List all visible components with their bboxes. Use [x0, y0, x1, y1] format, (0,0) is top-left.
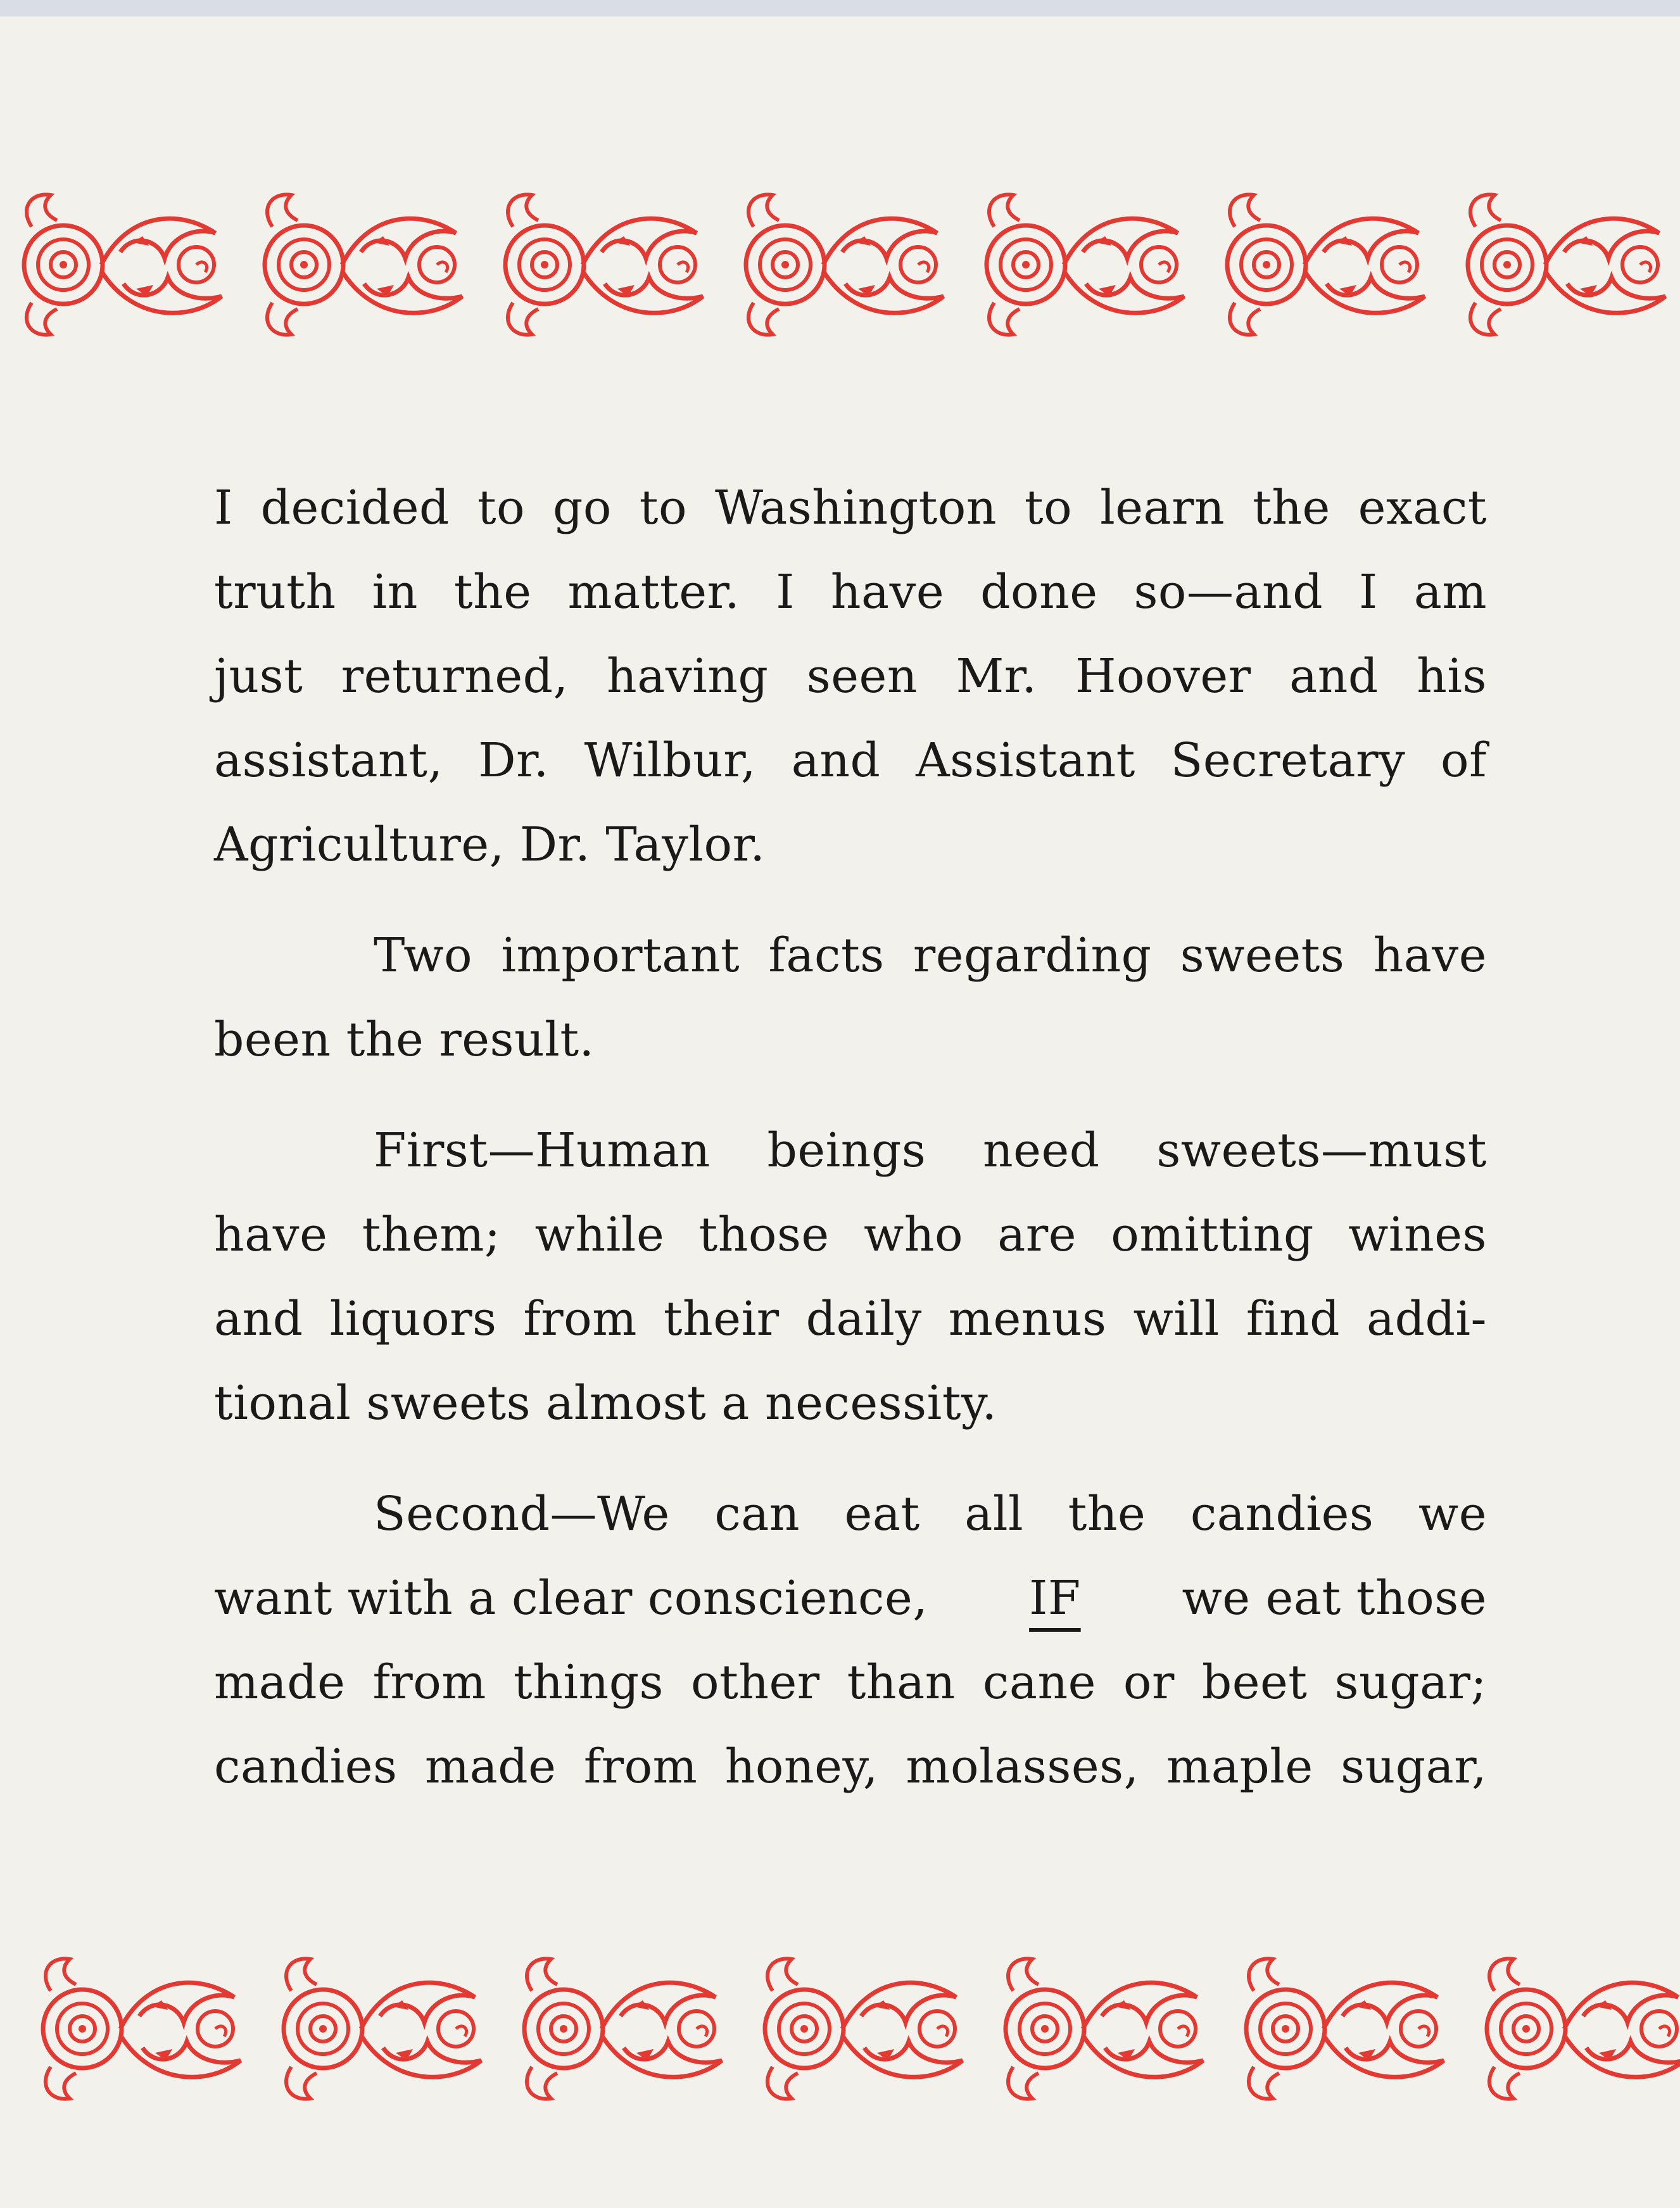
text-line: made from things other than cane or beet sugar; [214, 1655, 1487, 1710]
text-line: Second—We can eat all the candies we [374, 1487, 1487, 1541]
text-line: assistant, Dr. Wilbur, and Assistant Secretary of [214, 733, 1487, 788]
text-line: Agriculture, Dr. Taylor. [214, 817, 766, 872]
text-segment: want with a clear conscience, [214, 1571, 928, 1625]
text-line [214, 1556, 1487, 1641]
text-line: Two important facts regarding sweets have [374, 928, 1487, 983]
page-top-edge [0, 0, 1680, 16]
text-line: candies made from honey, molasses, maple sugar, [214, 1739, 1487, 1794]
text-line: First—Human beings need sweets—must [374, 1123, 1487, 1178]
scroll-ornament-icon [0, 176, 1680, 353]
paragraph-2 [214, 914, 1487, 1082]
text-line: truth in the matter. I have done so—and I am [214, 565, 1487, 619]
text-line: have them; while those who are omitting wines [214, 1208, 1487, 1262]
emphasis-if: IF [1029, 1571, 1081, 1625]
paragraph-4 [214, 1472, 1487, 1809]
text-line: been the result. [214, 1013, 595, 1067]
text-segment: we eat those [1182, 1571, 1487, 1625]
text-line: just returned, having seen Mr. Hoover and his [214, 649, 1487, 703]
ornamental-border-bottom [0, 1940, 1680, 2117]
text-line: tional sweets almost a necessity. [214, 1376, 997, 1430]
scroll-ornament-icon [0, 1940, 1680, 2117]
letter-body [214, 466, 1487, 1836]
text-line: I decided to go to Washington to learn the exact [214, 481, 1487, 535]
document-page [0, 16, 1680, 2208]
ornamental-border-top [0, 176, 1680, 353]
text-line: and liquors from their daily menus will find addi- [214, 1292, 1487, 1346]
paragraph-3 [214, 1109, 1487, 1446]
paragraph-1 [214, 466, 1487, 887]
